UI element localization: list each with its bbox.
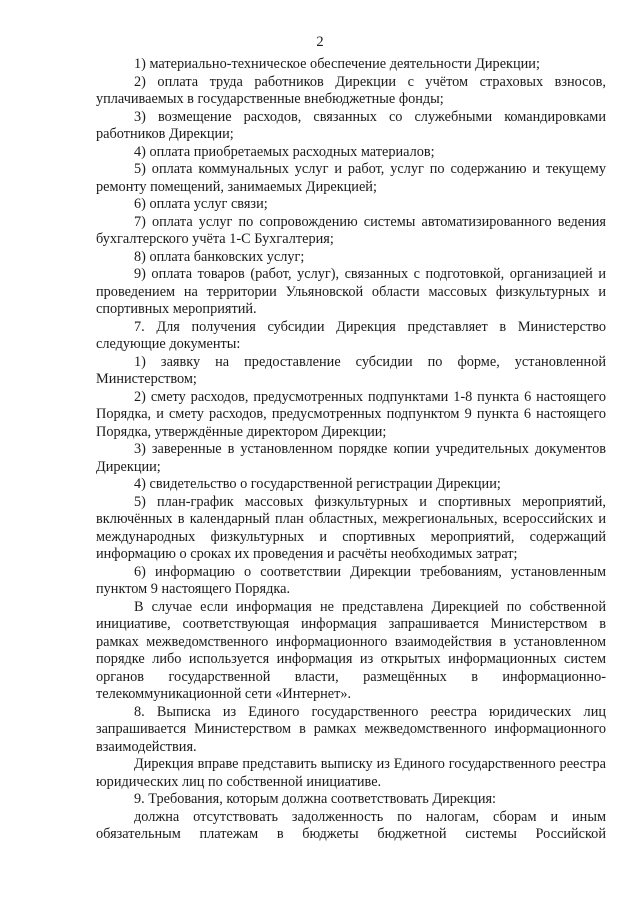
paragraph-20: 9. Требования, которым должна соответствовать Дирекция:	[134, 791, 497, 807]
paragraph-7: 7) оплата услуг по сопровождению системы автоматизированного ведения бухгалтерского учёта 1-С Бухгалтерия;	[96, 213, 606, 247]
paragraph-3: 3) возмещение расходов, связанных со служебными командировками работников Дирекции;	[96, 108, 606, 142]
document-body	[96, 56, 606, 844]
paragraph-9: 9) оплата товаров (работ, услуг), связанных с подготовкой, организацией и проведением на территории Ульяновской области массовых физкультурных и спортивных мероприятий.	[96, 266, 606, 317]
paragraph-19: Дирекция вправе представить выписку из Единого государственного реестра юридических лиц по собственной инициативе.	[96, 756, 606, 790]
paragraph-16: 6) информацию о соответствии Дирекции требованиям, установленным пунктом 9 настоящего Порядка.	[96, 563, 606, 597]
paragraph-4: 4) оплата приобретаемых расходных материалов;	[134, 143, 435, 160]
paragraph-15: 5) план-график массовых физкультурных и спортивных мероприятий, включённых в календарный план областных, межрегиональных, всероссийских и международных физкультурных и спортивных мероприятий, содержащий информацию о сроках их проведения и расчёты необходимых затрат;	[96, 493, 606, 562]
paragraph-12: 2) смету расходов, предусмотренных подпунктами 1-8 пункта 6 настоящего Порядка, и смету расходов, предусмотренных подпунктом 9 пункта 6 настоящего Порядка, утверждённые директором Дирекции;	[96, 388, 606, 440]
paragraph-13: 3) заверенные в установленном порядке копии учредительных документов Дирекции;	[96, 441, 606, 475]
paragraph-1: 1) материально-техническое обеспечение деятельности Дирекции;	[134, 56, 540, 72]
page-number: 2	[316, 34, 324, 50]
paragraph-10: 7. Для получения субсидии Дирекция представляет в Министерство следующие документы:	[96, 318, 606, 352]
paragraph-17: В случае если информация не представлена Дирекцией по собственной инициативе, соответствующая информация запрашивается Министерством в рамках межведомственного информационного взаимодействия в установленном порядке либо используется информация из открытых информационных систем органов государственной власти, размещённых в информационно-телекоммуникационной сети «Интернет».	[96, 598, 606, 702]
paragraph-5: 5) оплата коммунальных услуг и работ, услуг по содержанию и текущему ремонту помещений, занимаемых Дирекцией;	[96, 161, 606, 195]
paragraph-14: 4) свидетельство о государственной регистрации Дирекции;	[134, 476, 501, 492]
paragraph-2: 2) оплата труда работников Дирекции с учётом страховых взносов, уплачиваемых в государственные внебюджетные фонды;	[96, 73, 606, 107]
paragraph-11: 1) заявку на предоставление субсидии по форме, установленной Министерством;	[96, 353, 606, 387]
paragraph-8: 8) оплата банковских услуг;	[134, 248, 305, 265]
paragraph-18: 8. Выписка из Единого государственного реестра юридических лиц запрашивается Министерством в рамках межведомственного информационного взаимодействия.	[96, 703, 606, 755]
paragraph-6: 6) оплата услуг связи;	[134, 196, 268, 212]
paragraph-21: должна отсутствовать задолженность по налогам, сборам и иным обязательным платежам в бюджеты бюджетной системы Российской	[96, 808, 606, 842]
